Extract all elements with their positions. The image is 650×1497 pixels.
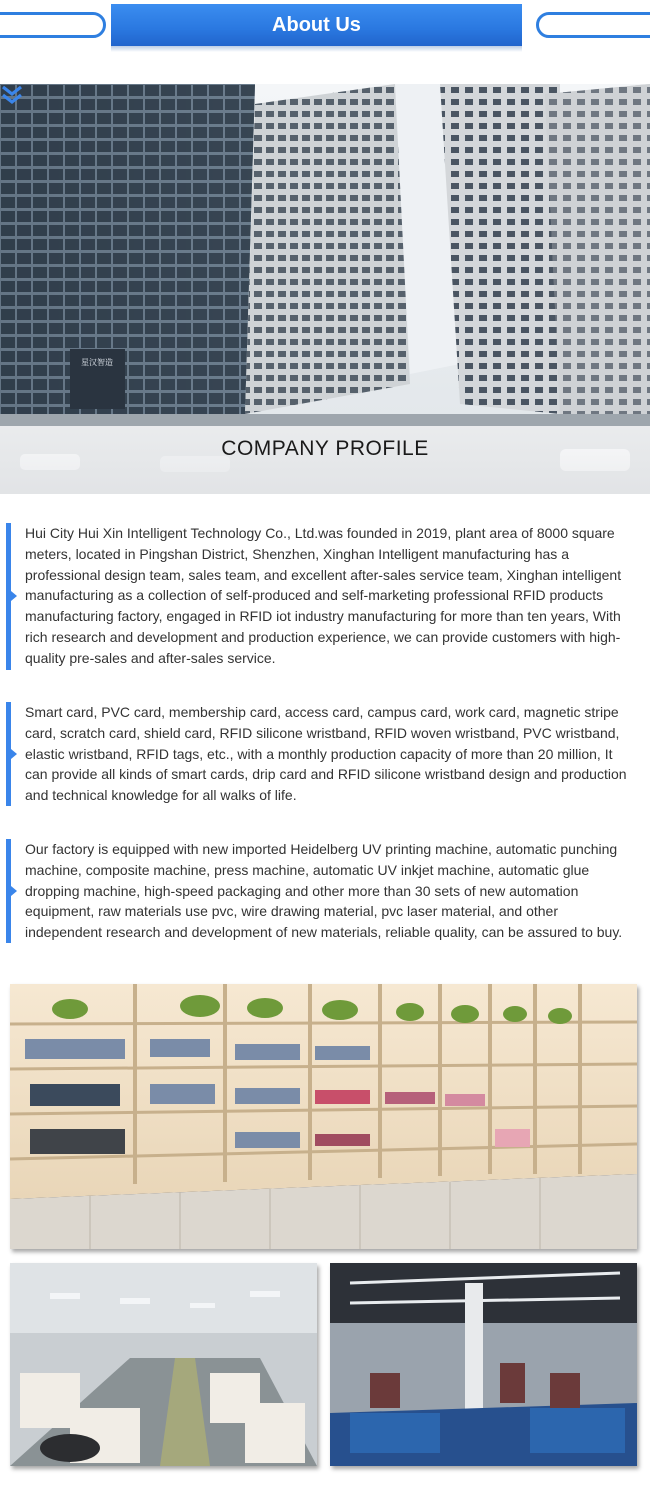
header-right-pill	[536, 12, 650, 38]
profile-paragraph-3	[0, 839, 650, 943]
header-shadow	[111, 46, 522, 52]
profile-paragraph-1	[0, 523, 650, 670]
warehouse-photo	[10, 1263, 317, 1466]
page-title: About Us	[111, 4, 522, 46]
profile-paragraph-2	[0, 702, 650, 806]
production-floor-photo	[330, 1263, 637, 1466]
section-title: COMPANY PROFILE	[221, 437, 429, 460]
paragraph-text: Our factory is equipped with new imported Heidelberg UV printing machine, automatic punching machine, composite machine, press machine, automatic UV inkjet machine, automatic glue dropping machine, high-speed packaging and other more than 30 sets of new automation equipment, raw materials use pvc, wire drawing material, pvc laser material, and other independent research and development of new materials, reliable quality, can be assured to buy.	[25, 841, 623, 941]
accent-notch	[11, 749, 17, 759]
accent-notch	[11, 886, 17, 896]
double-chevron-down-icon	[0, 84, 24, 106]
showroom-shelves-photo	[10, 984, 637, 1249]
header-left-pill	[0, 12, 106, 38]
building-sign-text: 星汉智造	[81, 358, 113, 367]
paragraph-text: Hui City Hui Xin Intelligent Technology Co., Ltd.was founded in 2019, plant area of 8000 square meters, located in Pingshan District, Shenzhen, Xinghan Intelligent manufacturing has a professional design team, sales team, and excellent after-sales service team, Xinghan intelligent manufacturing as a collection of self-produced and self-marketing professional RFID products manufacturing factory, engaged in RFID iot industry manufacturing for more than ten years, With rich research and development and production experience, we can provide customers with high-quality pre-sales and after-sales service.	[25, 525, 622, 666]
paragraph-text: Smart card, PVC card, membership card, access card, campus card, work card, magnetic stripe card, scratch card, shield card, RFID silicone wristband, RFID woven wristband, PVC wristband, elastic wristband, RFID tags, etc., with a monthly production capacity of more than 20 million, It can provide all kinds of smart cards, drip card and RFID silicone wristband design and production and technical knowledge for all walks of life.	[25, 704, 627, 804]
office-building-photo	[0, 84, 650, 494]
accent-notch	[11, 591, 17, 601]
